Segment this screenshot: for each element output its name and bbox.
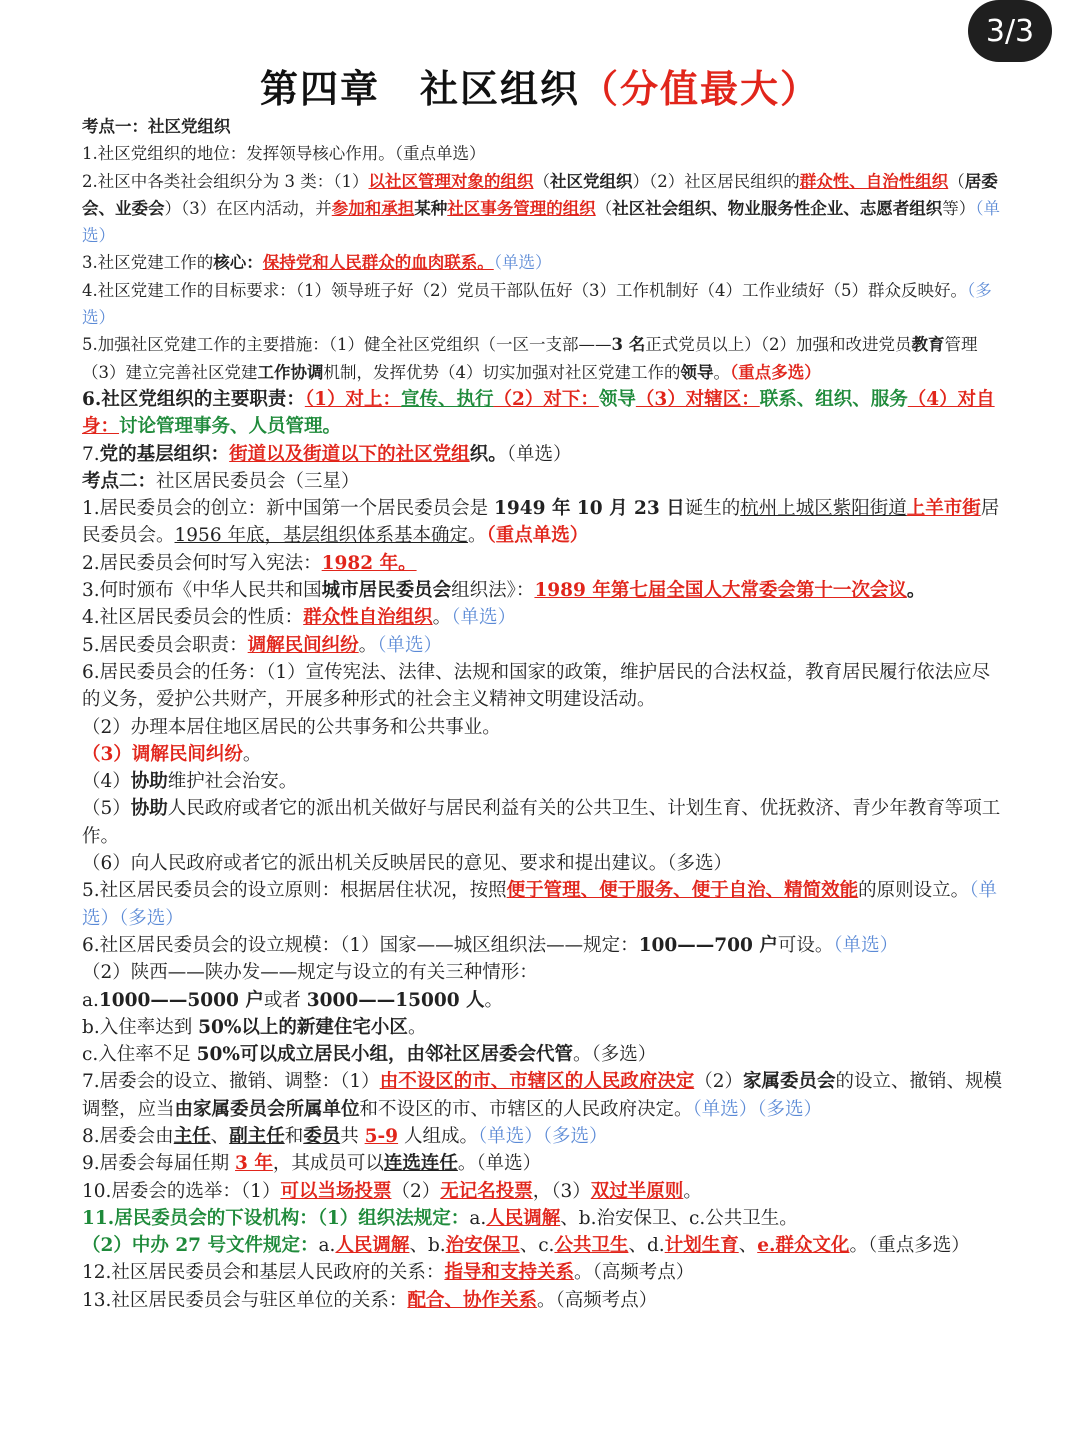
s2-item-6-task-4: （4）协助维护社会治安。	[82, 771, 298, 793]
s2-item-5: 5.居民委员会职责：调解民间纠纷。（单选）	[82, 634, 442, 656]
s2-item-11: 9.居委会每届任期 3 年，其成员可以连选连任。（单选）	[82, 1153, 542, 1175]
s2-item-9: 7.居委会的设立、撤销、调整：（1）由不设区的市、市辖区的人民政府决定（2）家属委员会的设立、撤销、规模调整，应当由家属委员会所属单位和不设区的市、市辖区的人民政府决定。（单选）（多选）	[82, 1071, 1003, 1120]
s2-item-6-task-2: （2）办理本居住地区居民的公共事务和公共事业。	[82, 716, 501, 738]
document-body	[82, 113, 1002, 1314]
s1-item-7: 7.党的基层组织：街道以及街道以下的社区党组织。（单选）	[82, 443, 572, 465]
title-highlight: （分值最大）	[580, 66, 821, 111]
s2-item-6-task-3: （3）调解民间纠纷。	[82, 743, 262, 765]
s2-item-13-doc27: （2）中办 27 号文件规定：a.人民调解、b.治安保卫、c.公共卫生、d.计划生育、e.群众文化。（重点多选）	[82, 1235, 970, 1257]
s2-item-6-task-6: （6）向人民政府或者它的派出机关反映居民的意见、要求和提出建议。（多选）	[82, 853, 733, 875]
s2-item-8-case-c: c.入住率不足 50%可以成立居民小组，由邻社区居委会代管。（多选）	[82, 1044, 657, 1066]
s2-item-8-case-a: a.1000——5000 户或者 3000——15000 人。	[82, 989, 504, 1011]
s1-item-4: 4.社区党建工作的目标要求：（1）领导班子好（2）党员干部队伍好（3）工作机制好（4）工作业绩好（5）群众反映好。（多选）	[82, 280, 992, 328]
s1-item-5: 5.加强社区党建工作的主要措施：（1）健全社区党组织（一区一支部——3 名正式党员以上）（2）加强和改进党员教育管理（3）建立完善社区党建工作协调机制，发挥优势（4）切实加强对社区党建工作的领导。（重点多选）	[82, 335, 978, 382]
s2-item-15: 13.社区居民委员会与驻区单位的关系：配合、协作关系。（高频考点）	[82, 1289, 658, 1311]
s1-item-3: 3.社区党建工作的核心：保持党和人民群众的血肉联系。（单选）	[82, 253, 552, 273]
s1-item-2: 2.社区中各类社会组织分为 3 类：（1）以社区管理对象的组织（社区党组织）（2）社区居民组织的群众性、自治性组织（居委会、业委会）（3）在区内活动，并参加和承担某种社区事务管理的组织（社区社会组织、物业服务性企业、志愿者组织等）（单选）	[82, 171, 1000, 246]
s2-item-12: 10.居委会的选举：（1）可以当场投票（2）无记名投票，（3）双过半原则。	[82, 1180, 702, 1202]
section-2-heading: 考点二：社区居民委员会（三星）	[82, 470, 360, 492]
s2-item-6-task-1: 6.居民委员会的任务：（1）宣传宪法、法律、法规和国家的政策，维护居民的合法权益，教育居民履行依法应尽的义务，爱护公共财产，开展多种形式的社会主义精神文明建设活动。	[82, 661, 991, 711]
s2-item-8: 6.社区居民委员会的设立规模：（1）国家——城区组织法——规定：100——700 户可设。（单选）	[82, 934, 899, 956]
s2-item-14: 12.社区居民委员会和基层人民政府的关系：指导和支持关系。（高频考点）	[82, 1262, 695, 1284]
s2-item-1: 1.居民委员会的创立：新中国第一个居民委员会是 1949 年 10 月 23 日诞生的杭州上城区紫阳街道上羊市街居民委员会。1956 年底，基层组织体系基本确定。（重点单选）	[82, 498, 1000, 547]
s2-item-8-case-b: b.入住率达到 50%以上的新建住宅小区。	[82, 1016, 427, 1038]
s2-item-13: 11.居民委员会的下设机构：（1）组织法规定：a.人民调解、b.治安保卫、c.公共卫生。	[82, 1207, 798, 1229]
s2-item-3: 3.何时颁布《中华人民共和国城市居民委员会组织法》：1989 年第七届全国人大常委会第十一次会议。	[82, 580, 926, 602]
s2-item-6-task-5: （5）协助人民政府或者它的派出机关做好与居民利益有关的公共卫生、计划生育、优抚救济、青少年教育等项工作。	[82, 798, 1001, 847]
section-1-heading: 考点一：社区党组织	[82, 117, 231, 136]
s1-item-6: 6.社区党组织的主要职责：（1）对上：宣传、执行（2）对下：领导（3）对辖区：联系、组织、服务（4）对自身：讨论管理事务、人员管理。	[82, 388, 995, 438]
s1-item-1: 1.社区党组织的地位：发挥领导核心作用。（重点单选）	[82, 144, 486, 164]
s2-item-4: 4.社区居民委员会的性质：群众性自治组织。（单选）	[82, 607, 516, 629]
s2-item-10: 8.居委会由主任、副主任和委员共 5-9 人组成。（单选）（多选）	[82, 1125, 608, 1147]
page-indicator-badge: 3/3	[968, 0, 1052, 62]
s2-item-2: 2.居民委员会何时写入宪法：1982 年。	[82, 552, 417, 574]
chapter-title: 第四章 社区组织（分值最大）	[259, 66, 821, 111]
s2-item-8-shaanxi: （2）陕西——陕办发——规定与设立的有关三种情形：	[82, 962, 538, 984]
s2-item-7: 5.社区居民委员会的设立原则：根据居住状况，按照便于管理、便于服务、便于自治、精简效能的原则设立。（单选）（多选）	[82, 880, 997, 929]
